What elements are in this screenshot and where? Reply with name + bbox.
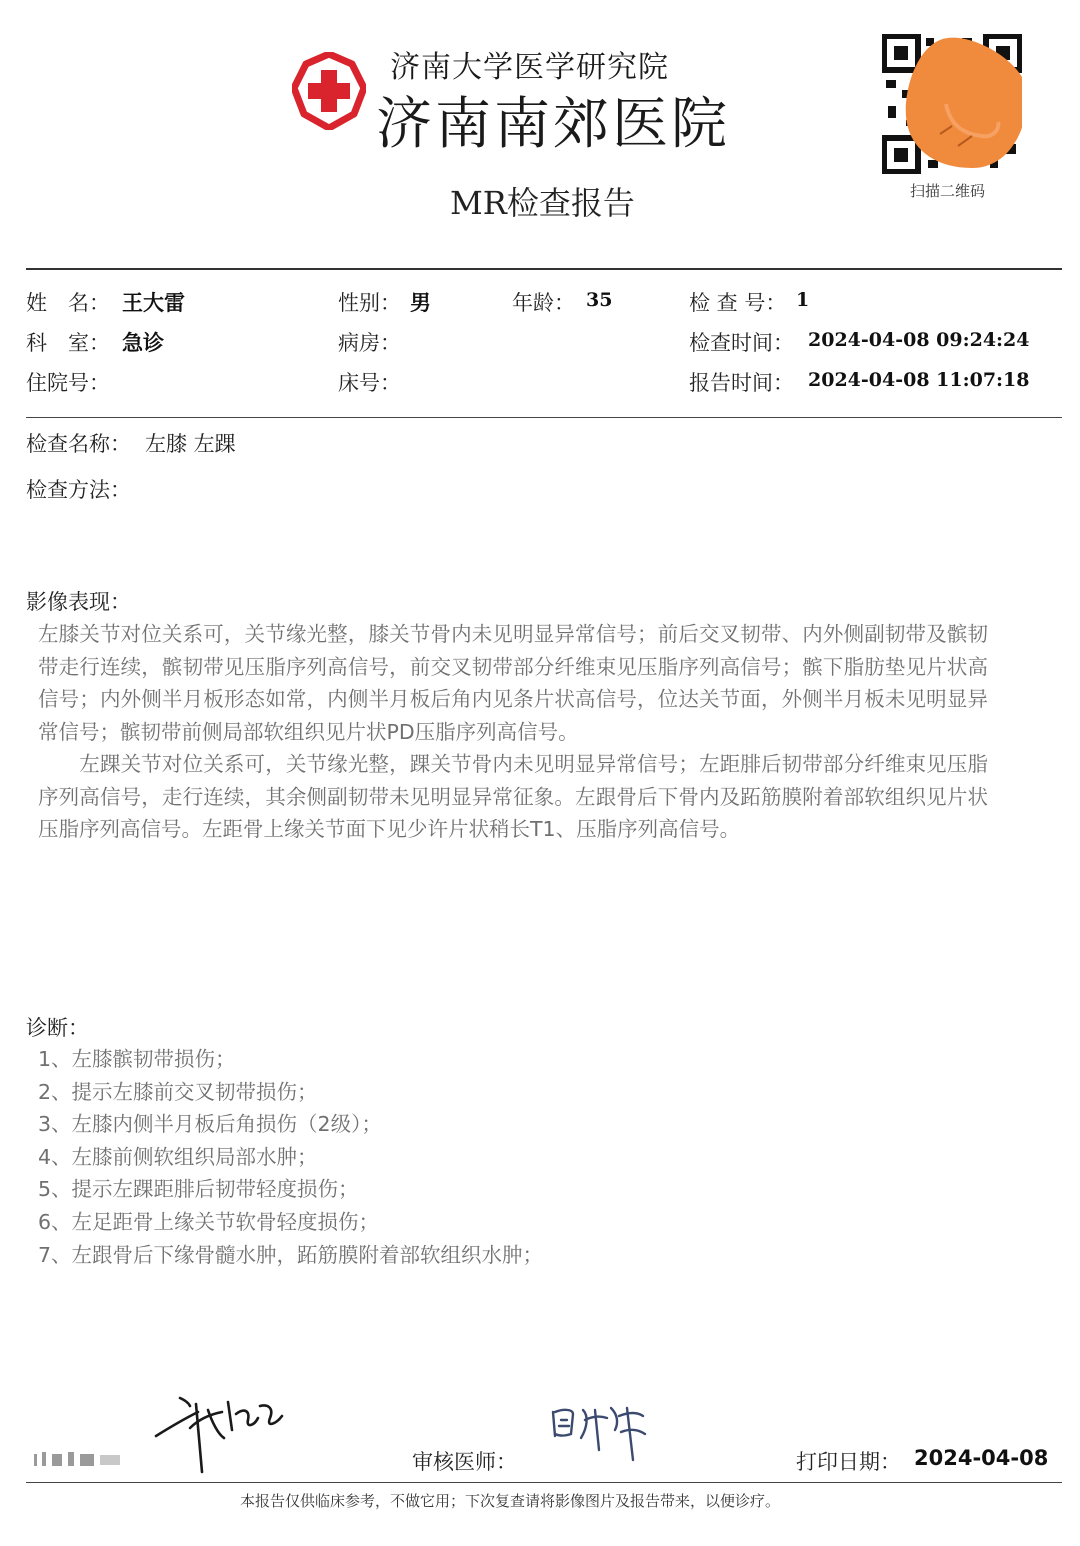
hospital-name: 济南南郊医院 <box>376 92 730 157</box>
patient-name: 王大雷 <box>122 291 185 315</box>
sex-label: 性别： <box>338 291 401 315</box>
exam-name-label: 检查名称： <box>26 432 131 456</box>
bed-label: 床号： <box>338 371 401 395</box>
dept-value: 急诊 <box>122 331 164 355</box>
ward-label: 病房： <box>338 331 401 355</box>
header-divider <box>26 268 1062 270</box>
sex-value: 男 <box>410 291 431 315</box>
reporting-physician-label-redacted <box>30 1446 130 1472</box>
print-date-value: 2024-04-08 <box>914 1446 1049 1470</box>
diagnosis-item: 7、左跟骨后下缘骨髓水肿，跖筋膜附着部软组织水肿； <box>38 1242 544 1267</box>
diagnosis-item: 1、左膝髌韧带损伤； <box>38 1047 236 1071</box>
report-title-latin: MR <box>450 184 507 222</box>
diagnosis-item: 2、提示左膝前交叉韧带损伤； <box>38 1079 318 1104</box>
dept-label: 科 室： <box>26 331 110 355</box>
findings-ankle-paragraph: 左踝关节对位关系可，关节缘光整，踝关节骨内未见明显异常信号；左距腓后韧带部分纤维束见压脂序列高信号，走行连续，其余侧副韧带未见明显异常征象。左跟骨后下骨内及跖筋膜附着部软组织见片状压脂序列高信号。左距骨上缘关节面下见少许片状稍长T1、压脂序列高信号。 <box>38 752 988 841</box>
hospital-logo <box>292 52 366 130</box>
exam-name-value: 左膝 左踝 <box>145 432 236 456</box>
print-date-label: 打印日期： <box>796 1450 901 1474</box>
findings-label: 影像表现： <box>26 590 131 614</box>
diagnosis-item: 3、左膝内侧半月板后角损伤（2级）； <box>38 1112 382 1137</box>
diagnosis-label: 诊断： <box>26 1016 89 1040</box>
footer-divider <box>26 1482 1062 1483</box>
diagnosis-item: 6、左足距骨上缘关节软骨轻度损伤； <box>38 1209 380 1234</box>
institution-name: 济南大学医学研究院 <box>390 50 669 85</box>
qr-code-icon <box>882 34 1022 174</box>
findings-knee-paragraph: 左膝关节对位关系可，关节缘光整，膝关节骨内未见明显异常信号；前后交叉韧带、内外侧副韧带及髌韧带走行连续，髌韧带见压脂序列高信号，前交叉韧带部分纤维束见压脂序列高信号；髌下脂肪垫见片状高信号；内外侧半月板形态如常，内侧半月板后角内见条片状高信号，位达关节面，外侧半月板未见明显异常信号；髌韧带前侧局部软组织见片状PD压脂序列高信号。 <box>38 622 988 744</box>
exam-method-label: 检查方法： <box>26 478 131 502</box>
diagnosis-item: 5、提示左踝距腓后韧带轻度损伤； <box>38 1177 359 1202</box>
report-time-label: 报告时间： <box>689 371 794 395</box>
diagnosis-item: 4、左膝前侧软组织局部水肿； <box>38 1144 318 1169</box>
report-title-cjk: 检查报告 <box>506 184 635 222</box>
exam-time-value: 2024-04-08 09:24:24 <box>808 329 1030 351</box>
reviewer-signature <box>545 1398 655 1464</box>
reporting-physician-signature <box>150 1388 290 1474</box>
report-time-value: 2024-04-08 11:07:18 <box>808 369 1030 391</box>
report-title <box>450 178 635 224</box>
exam-no-label: 检 查 号： <box>689 291 787 315</box>
patient-name-label: 姓 名： <box>26 291 110 315</box>
age-value: 35 <box>586 289 613 311</box>
exam-time-label: 检查时间： <box>689 331 794 355</box>
qr-caption: 扫描二维码 <box>910 182 986 200</box>
admission-no-label: 住院号： <box>26 371 110 395</box>
info-divider <box>26 417 1062 418</box>
age-label: 年龄： <box>512 291 575 315</box>
diagnosis-list <box>38 1043 543 1271</box>
reviewer-label: 审核医师： <box>412 1450 517 1474</box>
disclaimer-text: 本报告仅供临床参考，不做它用；下次复查请将影像图片及报告带来，以便诊疗。 <box>240 1492 781 1510</box>
exam-no-value: 1 <box>796 289 810 311</box>
